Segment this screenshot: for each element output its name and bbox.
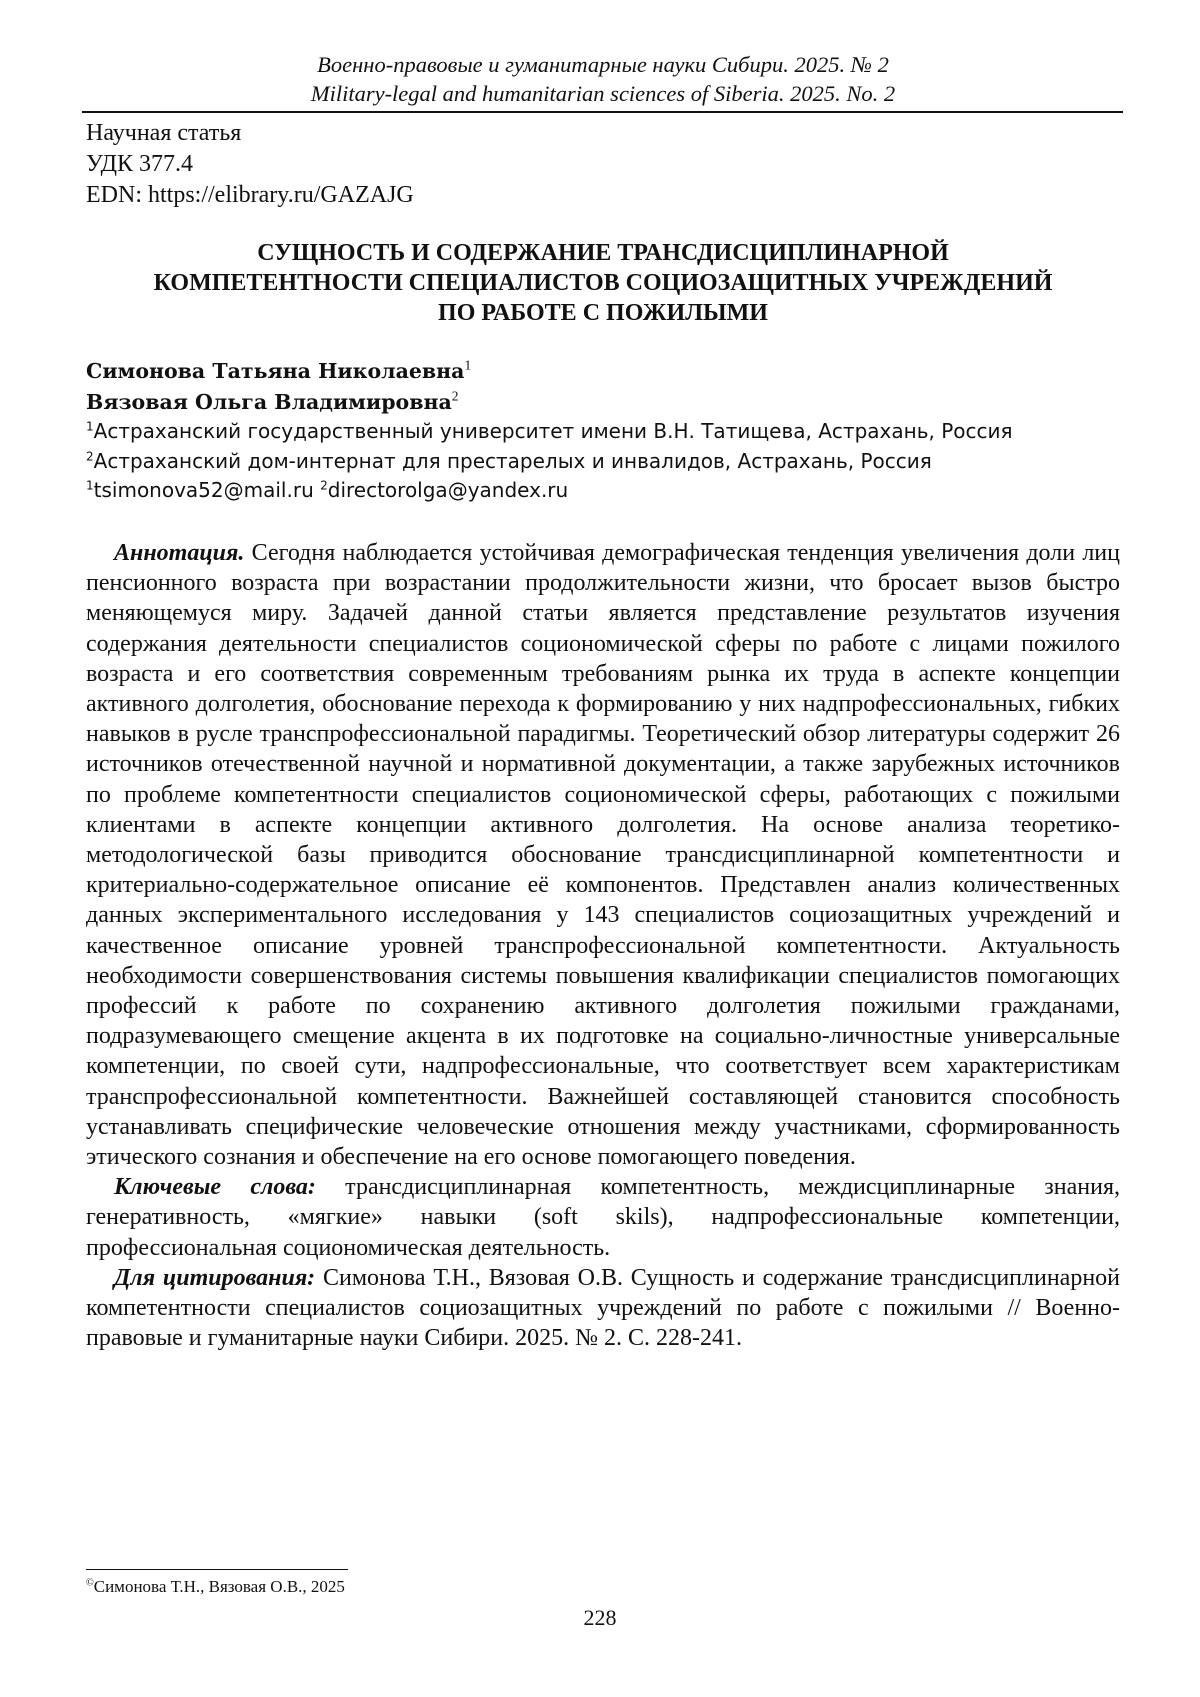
keywords-label: Ключевые слова:	[114, 1174, 316, 1201]
author-emails: $^1$tsimonova52@mail.ru $^2$directorolga@yandex.ru	[86, 478, 569, 502]
email-2[interactable]: directorolga@yandex.ru	[327, 478, 569, 502]
citation-label: Для цитирования:	[114, 1264, 316, 1291]
title-line: ПО РАБОТЕ С ПОЖИЛЫМИ	[438, 300, 768, 326]
abstract-label: Аннотация.	[114, 540, 245, 566]
article-type: Научная статья	[86, 120, 242, 146]
udc-code: УДК 377.4	[86, 151, 193, 177]
abstract-text: Сегодня наблюдается устойчивая демографическая тенденция увеличения доли лиц пенсионного возраста при возрастании продолжительности жизни, что бросает вызов быстро меняющемуся миру. Задачей данной статьи является представление результатов изучения содержания деятельности специалистов социономической сферы по работе с лицами пожилого возраста и его соответствия современным требованиям рынка их труда в аспекте концепции активного долголетия, обоснование перехода к формированию у них надпрофессиональных, гибких навыков в русле транспрофессиональной парадигмы. Теоретический обзор литературы содержит 26 источников отечественной научной и нормативной документации, а также зарубежных источников по проблеме компетентности специалистов социономической сферы, работающих с пожилыми клиентами в аспекте концепции активного долголетия. На основе анализа теоретико-методологической базы приводится обоснование трансдисциплинарной компетентности и критериально-содержательное описание её компонентов. Представлен анализ количественных данных экспериментального исследования у 143 специалистов социозащитных учреждений и качественное описание уровней транспрофессиональной компетентности. Актуальность необходимости совершенствования системы повышения квалификации специалистов помогающих профессий к работе по сохранению активного долголетия пожилыми гражданами, подразумевающего смещение акцента в их подготовке на социально-личностные универсальные компетенции, по своей сути, надпрофессиональные, что соответствует всем характеристикам транспрофессиональной компетентности. Важнейшей составляющей становится способность устанавливать специфические человеческие отношения между участниками, сформированность этического сознания и обеспечение на его основе помогающего поведения.	[86, 540, 1120, 1171]
title-line: СУЩНОСТЬ И СОДЕРЖАНИЕ ТРАНСДИСЦИПЛИНАРНОЙ	[257, 240, 949, 266]
footnote-divider	[86, 1569, 348, 1570]
article-meta	[86, 118, 414, 211]
author-1: Симонова Татьяна Николаевна$^1$	[86, 357, 472, 383]
running-header	[86, 50, 1120, 108]
journal-title-en: Military-legal and humanitarian sciences of Siberia. 2025. No. 2	[310, 81, 896, 106]
copyright-footnote: ©Симонова Т.Н., Вязовая О.В., 2025	[86, 1577, 345, 1596]
affiliation-2: $^2$Астраханский дом-интернат для престарелых и инвалидов, Астрахань, Россия	[86, 448, 932, 473]
abstract-section	[86, 538, 1120, 1353]
authors-block	[86, 356, 1120, 506]
affiliation-1: $^1$Астраханский государственный университет имени В.Н. Татищева, Астрахань, Россия	[86, 419, 1013, 443]
edn-link: EDN: https://elibrary.ru/GAZAJG	[86, 182, 414, 208]
title-line: КОМПЕТЕНТНОСТИ СПЕЦИАЛИСТОВ СОЦИОЗАЩИТНЫХ УЧРЕЖДЕНИЙ	[153, 270, 1053, 296]
citation-text: Симонова Т.Н., Вязовая О.В. Сущность и содержание трансдисциплинарной компетентности специалистов социозащитных учреждений по работе с пожилыми // Военно-правовые и гуманитарные науки Сибири. 2025. № 2. С. 228-241.	[86, 1264, 1121, 1352]
journal-title-ru: Военно-правовые и гуманитарные науки Сибири. 2025. № 2	[317, 52, 889, 77]
page-number: 228	[583, 1605, 617, 1630]
abstract-paragraph	[86, 538, 1120, 1172]
author-2: Вязовая Ольга Владимировна$^2$	[86, 388, 459, 414]
email-1[interactable]: tsimonova52@mail.ru	[93, 478, 314, 502]
article-title	[86, 238, 1120, 328]
keywords-text: трансдисциплинарная компетентность, междисциплинарные знания, генеративность, «мягкие» навыки (soft skils), надпрофессиональные компетенции, профессиональная социономическая деятельность.	[86, 1174, 1120, 1261]
citation-paragraph	[86, 1263, 1120, 1354]
keywords-paragraph	[86, 1172, 1120, 1263]
header-divider	[82, 111, 1123, 113]
